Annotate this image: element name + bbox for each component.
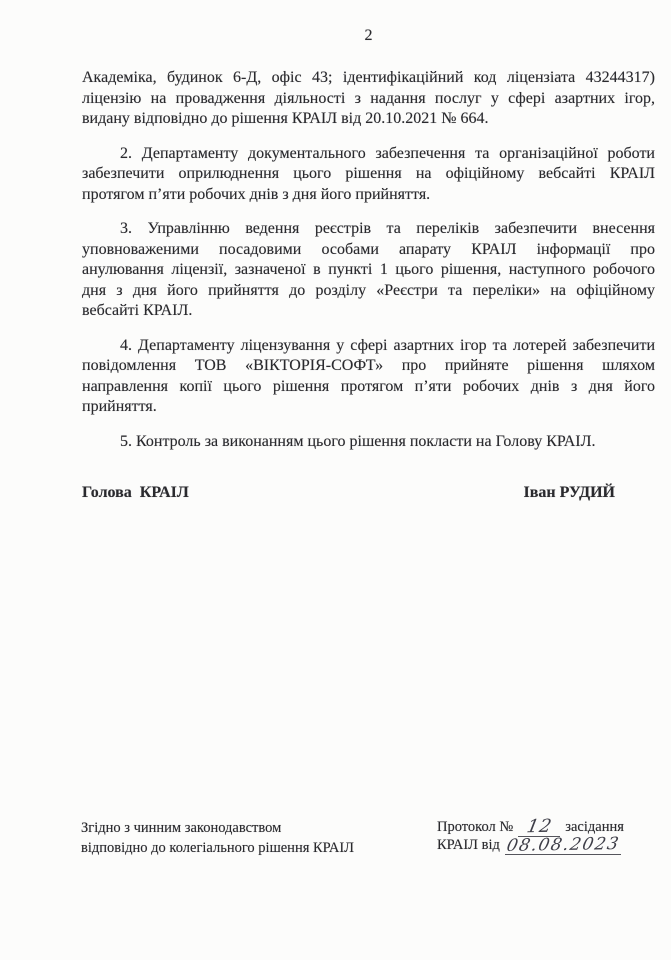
text-line: ліцензію на провадження діяльності з надання послуг у сфері азартних ігор, <box>82 89 655 107</box>
footer-legal-note <box>81 818 354 858</box>
text-line: прийняття. <box>82 398 157 415</box>
text-line: Академіка, будинок 6-Д, офіс 43; ідентифікаційний код ліцензіата 43244317) <box>82 69 655 86</box>
footer-protocol-block <box>437 815 624 856</box>
body-paragraph-item-4 <box>82 336 655 418</box>
body-paragraph-continuation <box>82 68 655 130</box>
body-paragraph-item-2 <box>82 144 655 206</box>
text-line: 4. Департаменту ліцензування у сфері азартних ігор та лотерей забезпечити <box>120 336 655 354</box>
footer-legal-line2: відповідно до колегіального рішення КРАІЛ <box>81 840 355 856</box>
document-body <box>82 68 655 452</box>
signature-row <box>82 484 615 502</box>
text-line: повідомлення ТОВ «ВІКТОРІЯ-СОФТ» про прийняте рішення шляхом <box>82 357 655 374</box>
page-number: 2 <box>364 27 373 44</box>
protocol-label: Протокол № <box>437 819 514 835</box>
text-line: протягом п’яти робочих днів з дня його прийняття. <box>82 185 431 203</box>
session-label: засідання <box>565 819 624 835</box>
text-line: дня з дня його прийняття до розділу «Реєстри та переліки» на офіційному <box>82 281 655 299</box>
text-line: видану відповідно до рішення КРАІЛ від 20.10.2021 № 664. <box>82 110 489 127</box>
krail-date-label: КРАІЛ від <box>437 837 500 853</box>
text-line: забезпечити оприлюднення цього рішення на офіційному вебсайті КРАІЛ <box>82 165 655 182</box>
protocol-date-field <box>504 834 622 856</box>
text-line: 2. Департаменту документального забезпечення та організаційної роботи <box>120 144 655 162</box>
text-line: вебсайті КРАІЛ. <box>82 302 193 319</box>
text-line: направлення копії цього рішення протягом п’яти робочих днів з дня його <box>82 377 655 395</box>
body-paragraph-item-5 <box>82 432 655 453</box>
protocol-number-handwritten: 12 <box>524 815 554 838</box>
text-line: 3. Управлінню ведення реєстрів та переліків забезпечити внесення <box>120 220 655 237</box>
text-line: 5. Контроль за виконанням цього рішення покласти на Голову КРАІЛ. <box>120 432 596 450</box>
text-line: анулювання ліцензії, зазначеної в пункті 1 цього рішення, наступного робочого <box>82 261 655 278</box>
signatory-title: Голова КРАІЛ <box>82 484 189 501</box>
signatory-name: Іван РУДИЙ <box>523 484 615 501</box>
footer-legal-line1: Згідно з чинним законодавством <box>81 820 282 836</box>
protocol-date-row <box>437 834 624 856</box>
body-paragraph-item-3 <box>82 219 655 322</box>
protocol-date-handwritten: 08.08.2023 <box>504 834 622 856</box>
text-line: уповноваженими посадовими особами апарату КРАІЛ інформації про <box>82 240 655 258</box>
